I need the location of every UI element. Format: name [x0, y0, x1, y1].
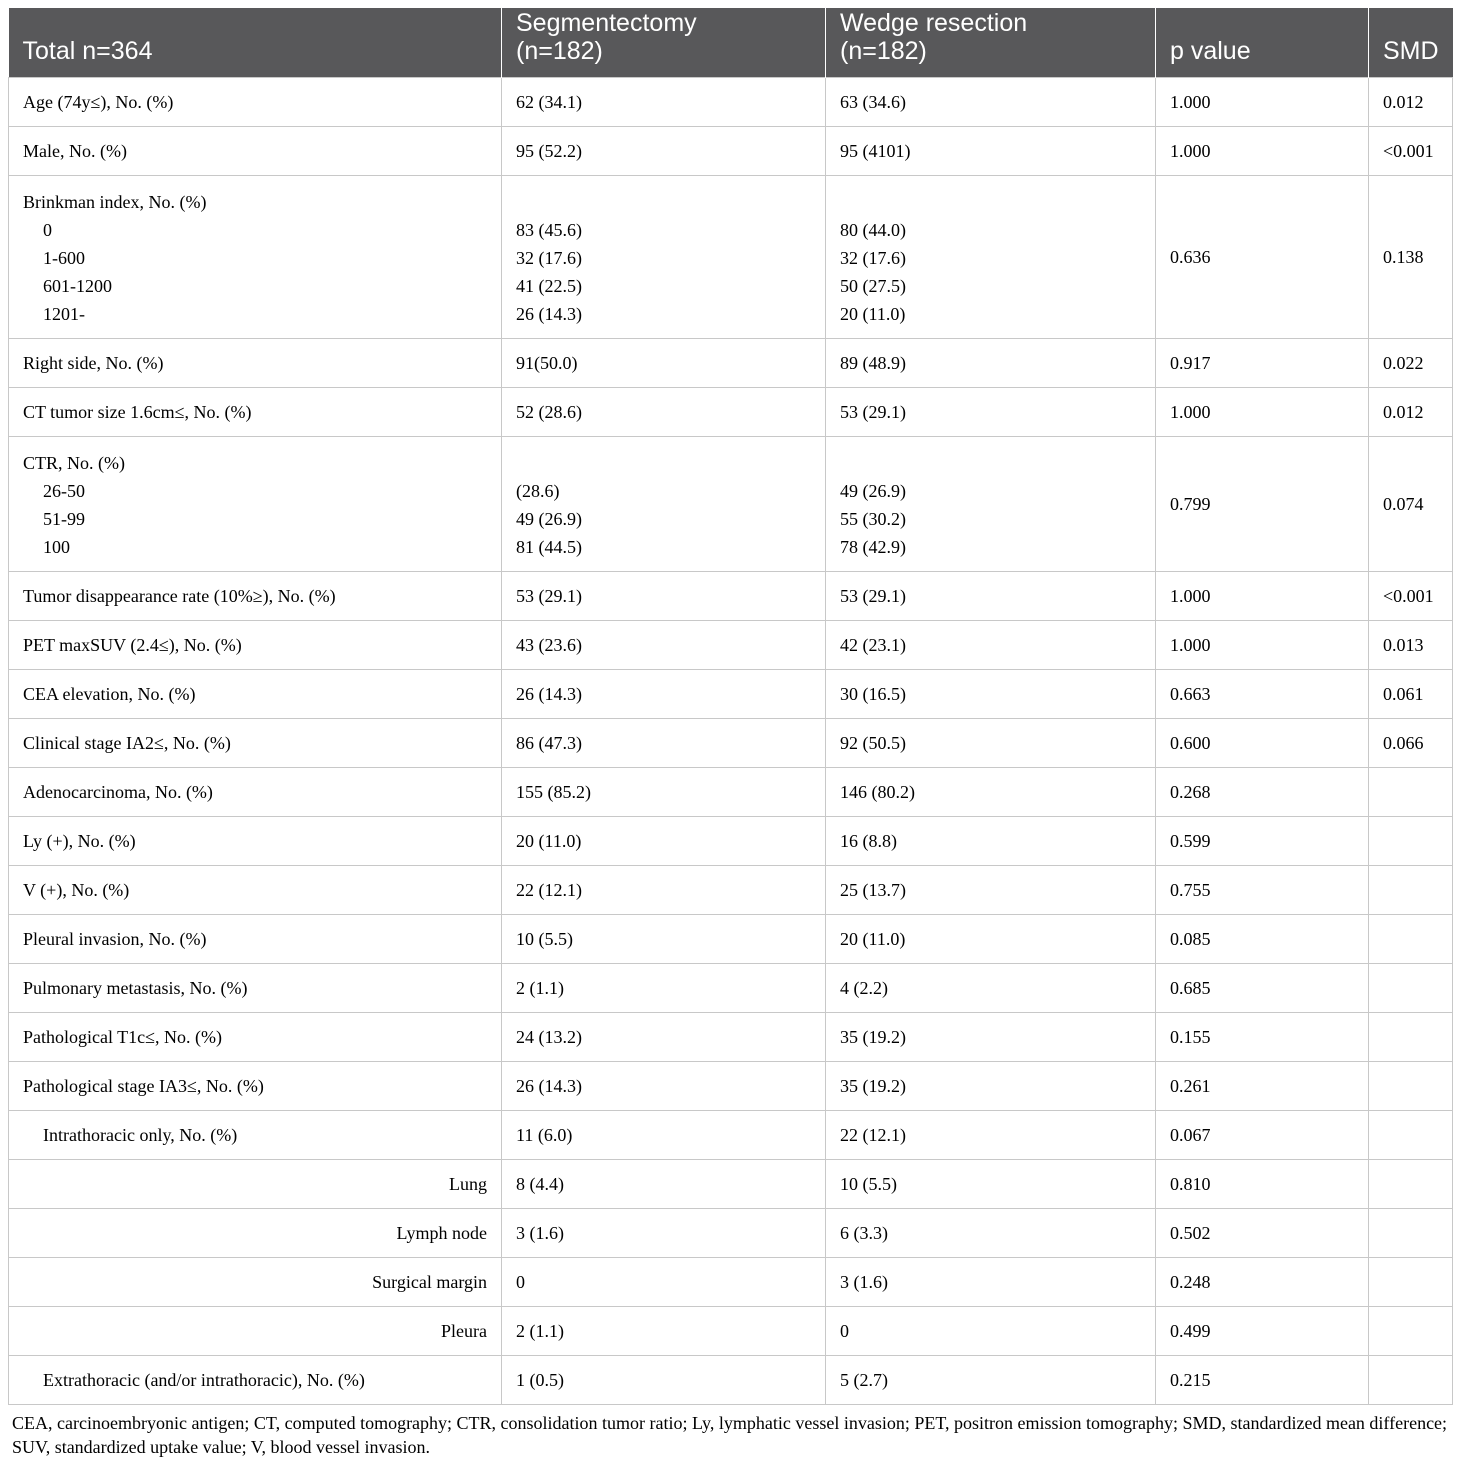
seg-value: 20 (11.0) [502, 816, 826, 865]
sub-label: 26-50 [43, 480, 85, 501]
wedge-value: 22 (12.1) [826, 1110, 1156, 1159]
row-label: Extrathoracic (and/or intrathoracic), No. (%) [9, 1355, 502, 1404]
sub-value: (28.6) [516, 480, 560, 501]
table-row-brinkman [9, 175, 1453, 338]
table-row [9, 620, 1453, 669]
seg-value: 0 [502, 1257, 826, 1306]
p-value: 0.917 [1156, 338, 1369, 387]
row-label: Pleural invasion, No. (%) [9, 914, 502, 963]
group-label: CTR, No. (%) [23, 452, 125, 473]
seg-value: 155 (85.2) [502, 767, 826, 816]
table-row [9, 338, 1453, 387]
p-value: 1.000 [1156, 620, 1369, 669]
seg-value: 10 (5.5) [502, 914, 826, 963]
table-row [9, 1355, 1453, 1404]
row-label: Right side, No. (%) [9, 338, 502, 387]
smd-value: 0.012 [1369, 77, 1453, 126]
row-label: V (+), No. (%) [9, 865, 502, 914]
p-value: 0.268 [1156, 767, 1369, 816]
seg-value: 52 (28.6) [502, 387, 826, 436]
table-row [9, 387, 1453, 436]
table-row [9, 718, 1453, 767]
p-value: 0.215 [1156, 1355, 1369, 1404]
sub-value: 32 (17.6) [840, 247, 906, 268]
row-label: Clinical stage IA2≤, No. (%) [9, 718, 502, 767]
smd-value: 0.022 [1369, 338, 1453, 387]
results-table [8, 8, 1453, 1405]
smd-value [1369, 816, 1453, 865]
table-row [9, 669, 1453, 718]
wedge-value: 16 (8.8) [826, 816, 1156, 865]
p-value: 0.600 [1156, 718, 1369, 767]
row-label: Adenocarcinoma, No. (%) [9, 767, 502, 816]
smd-value: <0.001 [1369, 126, 1453, 175]
wedge-value [826, 436, 1156, 571]
sub-value: 83 (45.6) [516, 219, 582, 240]
header-seg-line2: (n=182) [516, 36, 603, 65]
header-seg-line1: Segmentectomy [516, 8, 697, 37]
sub-value: 26 (14.3) [516, 303, 582, 324]
seg-value: 26 (14.3) [502, 1061, 826, 1110]
p-value: 1.000 [1156, 77, 1369, 126]
sub-value: 80 (44.0) [840, 219, 906, 240]
smd-value [1369, 1110, 1453, 1159]
seg-value: 53 (29.1) [502, 571, 826, 620]
smd-value [1369, 1355, 1453, 1404]
row-label: Surgical margin [9, 1257, 502, 1306]
sub-value: 32 (17.6) [516, 247, 582, 268]
p-value: 0.248 [1156, 1257, 1369, 1306]
table-row [9, 1061, 1453, 1110]
sub-value: 49 (26.9) [840, 480, 906, 501]
sub-value: 81 (44.5) [516, 536, 582, 557]
wedge-value: 4 (2.2) [826, 963, 1156, 1012]
wedge-value: 0 [826, 1306, 1156, 1355]
row-label: Male, No. (%) [9, 126, 502, 175]
wedge-value: 53 (29.1) [826, 387, 1156, 436]
p-value: 0.636 [1156, 175, 1369, 338]
sub-label: 1201- [43, 303, 85, 324]
row-label: Pathological T1c≤, No. (%) [9, 1012, 502, 1061]
header-row [9, 8, 1453, 77]
p-value: 0.502 [1156, 1208, 1369, 1257]
smd-value [1369, 1012, 1453, 1061]
p-value: 0.085 [1156, 914, 1369, 963]
table-row [9, 767, 1453, 816]
seg-value: 43 (23.6) [502, 620, 826, 669]
wedge-value: 89 (48.9) [826, 338, 1156, 387]
wedge-value [826, 175, 1156, 338]
p-value: 0.499 [1156, 1306, 1369, 1355]
smd-value: 0.013 [1369, 620, 1453, 669]
sub-value: 20 (11.0) [840, 303, 906, 324]
table-row-ctr [9, 436, 1453, 571]
seg-value: 2 (1.1) [502, 963, 826, 1012]
seg-value: 26 (14.3) [502, 669, 826, 718]
p-value: 0.261 [1156, 1061, 1369, 1110]
smd-value [1369, 1061, 1453, 1110]
row-label: Tumor disappearance rate (10%≥), No. (%) [9, 571, 502, 620]
p-value: 0.155 [1156, 1012, 1369, 1061]
table-row [9, 1306, 1453, 1355]
header-wedge [826, 8, 1156, 77]
table-row [9, 963, 1453, 1012]
wedge-value: 3 (1.6) [826, 1257, 1156, 1306]
row-label: CEA elevation, No. (%) [9, 669, 502, 718]
row-label: CT tumor size 1.6cm≤, No. (%) [9, 387, 502, 436]
sub-value: 55 (30.2) [840, 508, 906, 529]
seg-value: 1 (0.5) [502, 1355, 826, 1404]
smd-value [1369, 914, 1453, 963]
smd-value: 0.012 [1369, 387, 1453, 436]
row-label [9, 175, 502, 338]
table-container [8, 8, 1452, 1459]
wedge-value: 6 (3.3) [826, 1208, 1156, 1257]
header-smd: SMD [1369, 8, 1453, 77]
seg-value: 11 (6.0) [502, 1110, 826, 1159]
wedge-value: 53 (29.1) [826, 571, 1156, 620]
seg-value [502, 436, 826, 571]
row-label: Pleura [9, 1306, 502, 1355]
smd-value: 0.066 [1369, 718, 1453, 767]
wedge-value: 35 (19.2) [826, 1061, 1156, 1110]
table-row [9, 1257, 1453, 1306]
row-label [9, 436, 502, 571]
wedge-value: 20 (11.0) [826, 914, 1156, 963]
seg-value: 8 (4.4) [502, 1159, 826, 1208]
p-value: 0.663 [1156, 669, 1369, 718]
seg-value: 86 (47.3) [502, 718, 826, 767]
header-wedge-line2: (n=182) [840, 36, 927, 65]
sub-value: 41 (22.5) [516, 275, 582, 296]
header-total: Total n=364 [9, 8, 502, 77]
p-value: 0.685 [1156, 963, 1369, 1012]
row-label: Age (74y≤), No. (%) [9, 77, 502, 126]
wedge-value: 42 (23.1) [826, 620, 1156, 669]
wedge-value: 146 (80.2) [826, 767, 1156, 816]
wedge-value: 95 (4101) [826, 126, 1156, 175]
wedge-value: 10 (5.5) [826, 1159, 1156, 1208]
row-label: Ly (+), No. (%) [9, 816, 502, 865]
seg-value: 3 (1.6) [502, 1208, 826, 1257]
row-label: Lung [9, 1159, 502, 1208]
header-wedge-line1: Wedge resection [840, 8, 1028, 37]
table-row [9, 126, 1453, 175]
row-label: PET maxSUV (2.4≤), No. (%) [9, 620, 502, 669]
smd-value [1369, 865, 1453, 914]
smd-value [1369, 1257, 1453, 1306]
smd-value [1369, 963, 1453, 1012]
table-row [9, 1110, 1453, 1159]
row-label: Pulmonary metastasis, No. (%) [9, 963, 502, 1012]
sub-label: 100 [43, 536, 70, 557]
p-value: 1.000 [1156, 126, 1369, 175]
smd-value [1369, 1306, 1453, 1355]
wedge-value: 5 (2.7) [826, 1355, 1156, 1404]
group-label: Brinkman index, No. (%) [23, 191, 207, 212]
table-row [9, 1012, 1453, 1061]
sub-label: 1-600 [43, 247, 85, 268]
smd-value: 0.074 [1369, 436, 1453, 571]
p-value: 0.755 [1156, 865, 1369, 914]
smd-value [1369, 767, 1453, 816]
wedge-value: 35 (19.2) [826, 1012, 1156, 1061]
row-label: Lymph node [9, 1208, 502, 1257]
p-value: 0.799 [1156, 436, 1369, 571]
p-value: 0.599 [1156, 816, 1369, 865]
seg-value: 62 (34.1) [502, 77, 826, 126]
seg-value [502, 175, 826, 338]
sub-label: 51-99 [43, 508, 85, 529]
table-row [9, 77, 1453, 126]
smd-value: 0.138 [1369, 175, 1453, 338]
p-value: 0.067 [1156, 1110, 1369, 1159]
p-value: 1.000 [1156, 571, 1369, 620]
wedge-value: 30 (16.5) [826, 669, 1156, 718]
sub-value: 49 (26.9) [516, 508, 582, 529]
wedge-value: 25 (13.7) [826, 865, 1156, 914]
p-value: 0.810 [1156, 1159, 1369, 1208]
seg-value: 22 (12.1) [502, 865, 826, 914]
seg-value: 91(50.0) [502, 338, 826, 387]
p-value: 1.000 [1156, 387, 1369, 436]
smd-value [1369, 1159, 1453, 1208]
sub-label: 601-1200 [43, 275, 112, 296]
header-p-value: p value [1156, 8, 1369, 77]
seg-value: 2 (1.1) [502, 1306, 826, 1355]
table-row [9, 816, 1453, 865]
table-row [9, 914, 1453, 963]
row-label: Intrathoracic only, No. (%) [9, 1110, 502, 1159]
table-footnote: CEA, carcinoembryonic antigen; CT, computed tomography; CTR, consolidation tumor ratio; Ly, lymphatic vessel invasion; PET, positron emission tomography; SMD, standardized mean difference; SUV, standardized uptake value; V, blood vessel invasion. [12, 1412, 1448, 1457]
smd-value: <0.001 [1369, 571, 1453, 620]
seg-value: 24 (13.2) [502, 1012, 826, 1061]
table-row [9, 865, 1453, 914]
sub-value: 78 (42.9) [840, 536, 906, 557]
sub-label: 0 [43, 219, 52, 240]
table-row [9, 571, 1453, 620]
wedge-value: 63 (34.6) [826, 77, 1156, 126]
seg-value: 95 (52.2) [502, 126, 826, 175]
smd-value [1369, 1208, 1453, 1257]
table-row [9, 1159, 1453, 1208]
table-row [9, 1208, 1453, 1257]
row-label: Pathological stage IA3≤, No. (%) [9, 1061, 502, 1110]
smd-value: 0.061 [1369, 669, 1453, 718]
sub-value: 50 (27.5) [840, 275, 906, 296]
header-segmentectomy [502, 8, 826, 77]
wedge-value: 92 (50.5) [826, 718, 1156, 767]
